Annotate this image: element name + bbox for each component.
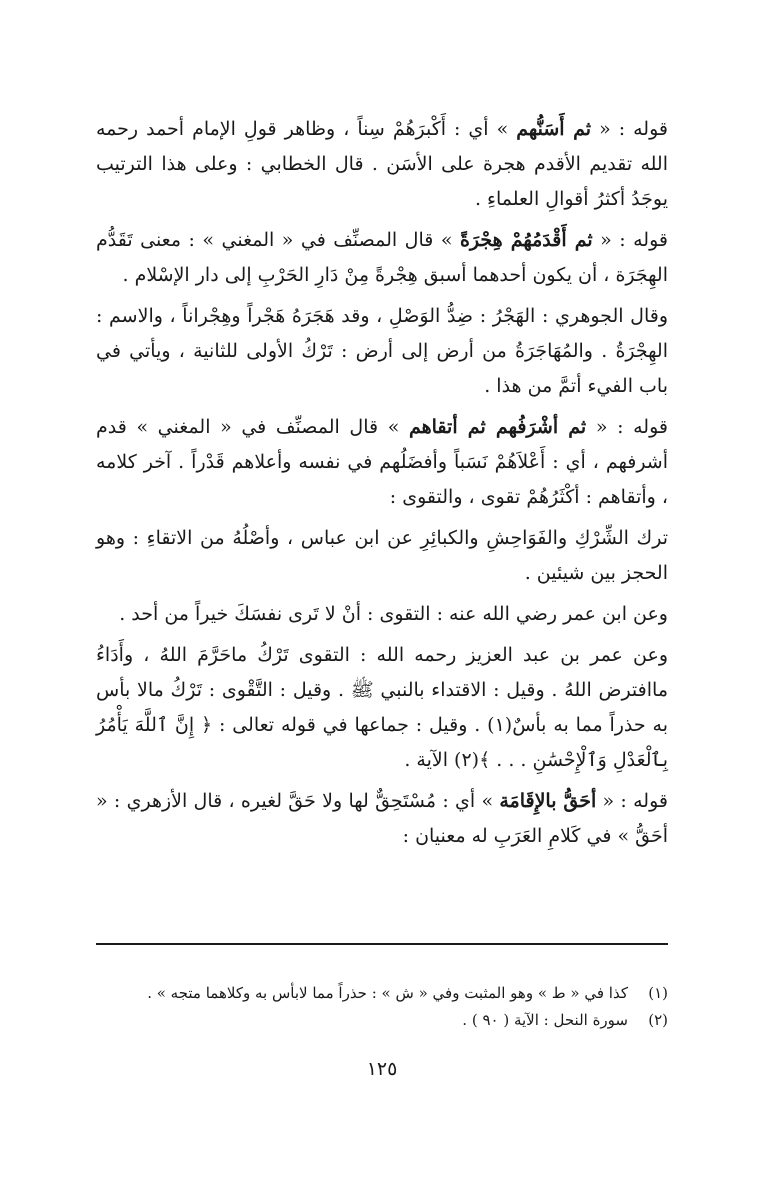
- footnote-number: (٢): [648, 1011, 668, 1029]
- paragraph-6: [96, 597, 668, 632]
- document-page: [96, 112, 668, 1112]
- paragraph-1: [96, 112, 668, 217]
- paragraph-text: » أي : أَكْبرَهُمْ سِناً ، وظاهر قولِ الإمام أحمد رحمه الله تقديم الأقدم هجرة على الأسَن . قال الخطابي : وعلى هذا الترتيب يوجَدُ أكثرُ أقوالِ العلماءِ .: [96, 118, 668, 210]
- quoted-term: ثم أشْرَفُهم ثم أتقاهم: [408, 416, 587, 438]
- footnotes: [96, 980, 668, 1034]
- paragraph-lead: قوله : «: [591, 118, 668, 140]
- paragraph-lead: قوله : «: [596, 790, 668, 812]
- paragraph-lead: قوله : «: [592, 229, 668, 251]
- paragraph-7: [96, 638, 668, 778]
- paragraph-text: » أي : مُسْتَحِقٌّ لها ولا حَقَّ لغيره ، قال الأزهري : « أحَقُّ » في كَلامِ العَرَبِ له معنيان :: [96, 790, 668, 847]
- quoted-term: أحَقُّ بالإِقَامَة: [499, 790, 597, 812]
- paragraph-5: [96, 521, 668, 591]
- paragraph-3: [96, 299, 668, 404]
- paragraph-text: وقال الجوهري : الهَجْرُ : ضِدُّ الوَصْلِ ، وقد هَجَرَهُ هَجْراً وهِجْراناً ، والاسم : الهِجْرَةُ . والمُهَاجَرَةُ من أرض إلى أرض : تَرْكُ الأولى للثانية ، ويأتي في باب الفيء أتمَّ من هذا .: [96, 305, 668, 397]
- footnote-divider: [96, 943, 668, 945]
- quoted-term: ثم أَسَنُّهم: [516, 118, 592, 140]
- paragraph-text: » قال المصنِّف في « المغني » : معنى تَقَدُّم الهِجَرَة ، أن يكون أحدهما أسبق هِجْرةً مِنْ دَارِ الحَرْبِ إلى دار الإسْلام .: [96, 229, 668, 286]
- paragraph-text: وعن عمر بن عبد العزيز رحمه الله : التقوى تَرْكُ ماحَرَّمَ اللهُ ، وأَدَاءُ ماافترض اللهُ . وقيل : الاقتداء بالنبي ﷺ . وقيل : التَّقْوى : تَرْكُ مالا بأس به حذراً مما به بأسٌ(١) . وقيل : جماعها في قوله تعالى : ﴿ إِنَّ ٱللَّهَ يَأْمُرُ بِٱلْعَدْلِ وَٱلْإِحْسَٰنِ . . . ﴾(٢) الآية .: [96, 644, 668, 771]
- paragraph-text: » قال المصنِّف في « المغني » قدم أشرفهم ، أي : أَعْلاَهُمْ نَسَباً وأفضَلُهم في نفسه وأعلاهم قَدْراً . آخر كلامه ، وأتقاهم : أكْثَرُهُمْ تقوى ، والتقوى :: [96, 416, 668, 508]
- paragraph-4: [96, 410, 668, 515]
- page-number: ١٢٥: [366, 1058, 398, 1080]
- paragraph-2: [96, 223, 668, 293]
- paragraph-8: [96, 784, 668, 854]
- paragraph-lead: قوله : «: [586, 416, 668, 438]
- footnote-text: سورة النحل : الآية ( ٩٠ ) .: [462, 1011, 628, 1029]
- quoted-term: ثم أَقْدَمُهُمْ هِجْرَةً: [459, 229, 593, 251]
- footnote-2: [96, 1007, 668, 1034]
- paragraph-text: ترك الشِّرْكِ والفَوَاحِشِ والكبائِرِ عن ابن عباس ، وأصْلُهُ من الاتقاءِ : وهو الحجز بين شيئين .: [96, 527, 668, 584]
- paragraph-text: وعن ابن عمر رضي الله عنه : التقوى : أنْ لا تَرى نفسَكَ خيراً من أحد .: [119, 603, 668, 625]
- footnote-number: (١): [648, 984, 668, 1002]
- footnote-1: [96, 980, 668, 1007]
- footnote-text: كذا في « ط » وهو المثبت وفي « ش » : حذراً مما لابأس به وكلاهما متجه » .: [147, 984, 628, 1002]
